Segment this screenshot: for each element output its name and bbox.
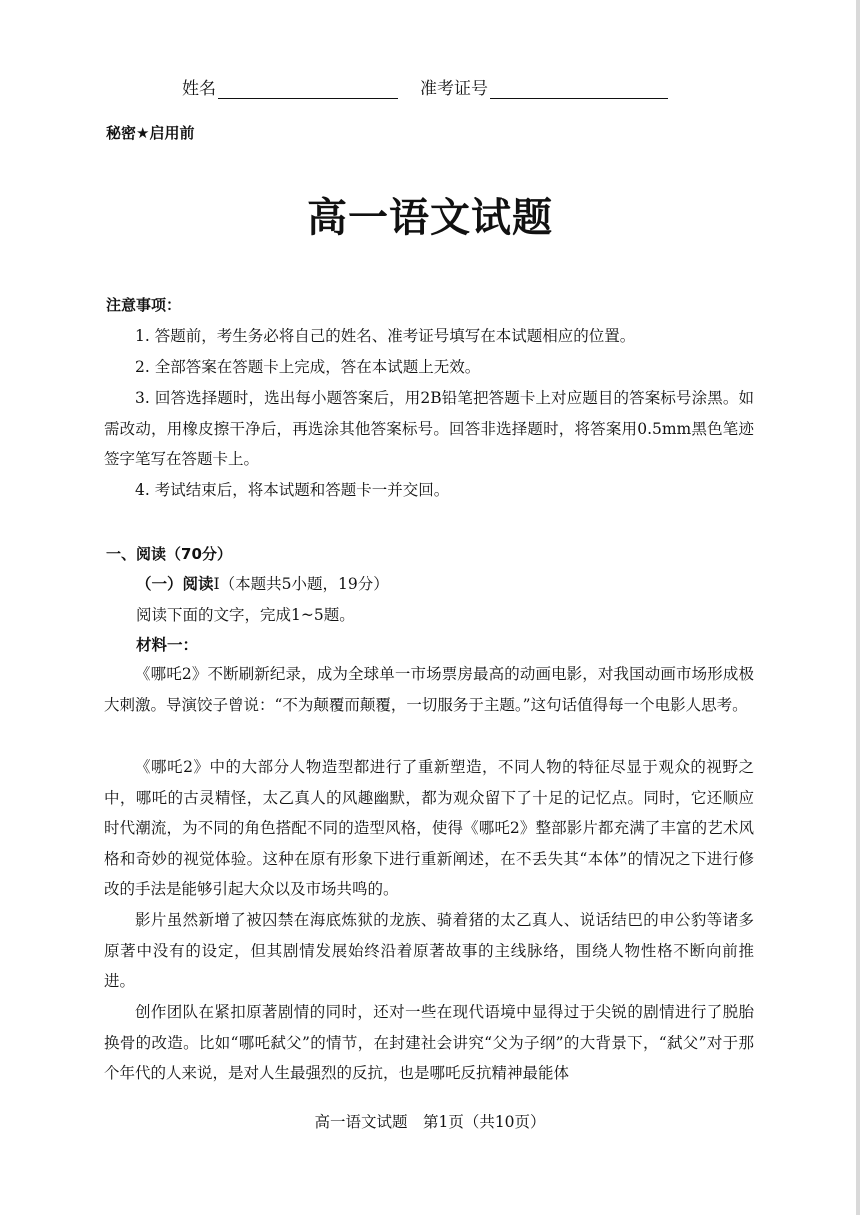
sub-section-label: （一）阅读 xyxy=(136,575,214,593)
section-heading: 一、阅读（70分） xyxy=(106,545,232,563)
exam-id-blank xyxy=(490,80,668,99)
reading-instruction: 阅读下面的文字，完成1~5题。 xyxy=(136,606,355,624)
notice-heading: 注意事项： xyxy=(106,296,182,314)
page-edge xyxy=(856,0,860,1215)
passage-paragraph: 《哪吒2》不断刷新纪录，成为全球单一市场票房最高的动画电影，对我国动画市场形成极大刺激。导演饺子曾说：“不为颠覆而颠覆，一切服务于主题。”这句话值得每一个电影人思考。 xyxy=(104,665,754,714)
notice-item-3: 3. 回答选择题时，选出每小题答案后，用2B铅笔把答题卡上对应题目的答案标号涂黑。如需改动，用橡皮擦干净后，再选涂其他答案标号。回答非选择题时，将答案用0.5mm黑色笔迹签字笔写在答题卡上。 xyxy=(104,389,754,468)
passage-paragraph: 创作团队在紧扣原著剧情的同时，还对一些在现代语境中显得过于尖锐的剧情进行了脱胎换骨的改造。比如“哪吒弑父”的情节，在封建社会讲究“父为子纲”的大背景下，“弑父”对于那个年代的人来说，是对人生最强烈的反抗，也是哪吒反抗精神最能体 xyxy=(104,1003,754,1082)
page-footer: 高一语文试题 第1页（共10页） xyxy=(314,1113,546,1131)
name-label: 姓名 xyxy=(182,79,216,99)
confidential-mark: 秘密★启用前 xyxy=(106,124,195,142)
candidate-info-line xyxy=(182,74,668,99)
notice-item-2: 2. 全部答案在答题卡上完成，答在本试题上无效。 xyxy=(135,358,481,376)
name-blank xyxy=(218,80,398,99)
exam-id-label: 准考证号 xyxy=(420,79,488,99)
sub-section-detail: Ⅰ（本题共5小题，19分） xyxy=(213,575,389,593)
material-label: 材料一： xyxy=(136,636,199,654)
notice-item-4: 4. 考试结束后，将本试题和答题卡一并交回。 xyxy=(135,481,450,499)
page-title: 高一语文试题 xyxy=(307,195,553,241)
passage-paragraph: 影片虽然新增了被囚禁在海底炼狱的龙族、骑着猪的太乙真人、说话结巴的申公豹等诸多原著中没有的设定，但其剧情发展始终沿着原著故事的主线脉络，围绕人物性格不断向前推进。 xyxy=(104,911,754,990)
sub-section-heading xyxy=(136,572,389,594)
passage-paragraph: 《哪吒2》中的大部分人物造型都进行了重新塑造，不同人物的特征尽显于观众的视野之中，哪吒的古灵精怪，太乙真人的风趣幽默，都为观众留下了十足的记忆点。同时，它还顺应时代潮流，为不同的角色搭配不同的造型风格，使得《哪吒2》整部影片都充满了丰富的艺术风格和奇妙的视觉体验。这种在原有形象下进行重新阐述，在不丢失其“本体”的情况之下进行修改的手法是能够引起大众以及市场共鸣的。 xyxy=(104,758,754,898)
notice-item-1: 1. 答题前，考生务必将自己的姓名、准考证号填写在本试题相应的位置。 xyxy=(135,327,636,345)
